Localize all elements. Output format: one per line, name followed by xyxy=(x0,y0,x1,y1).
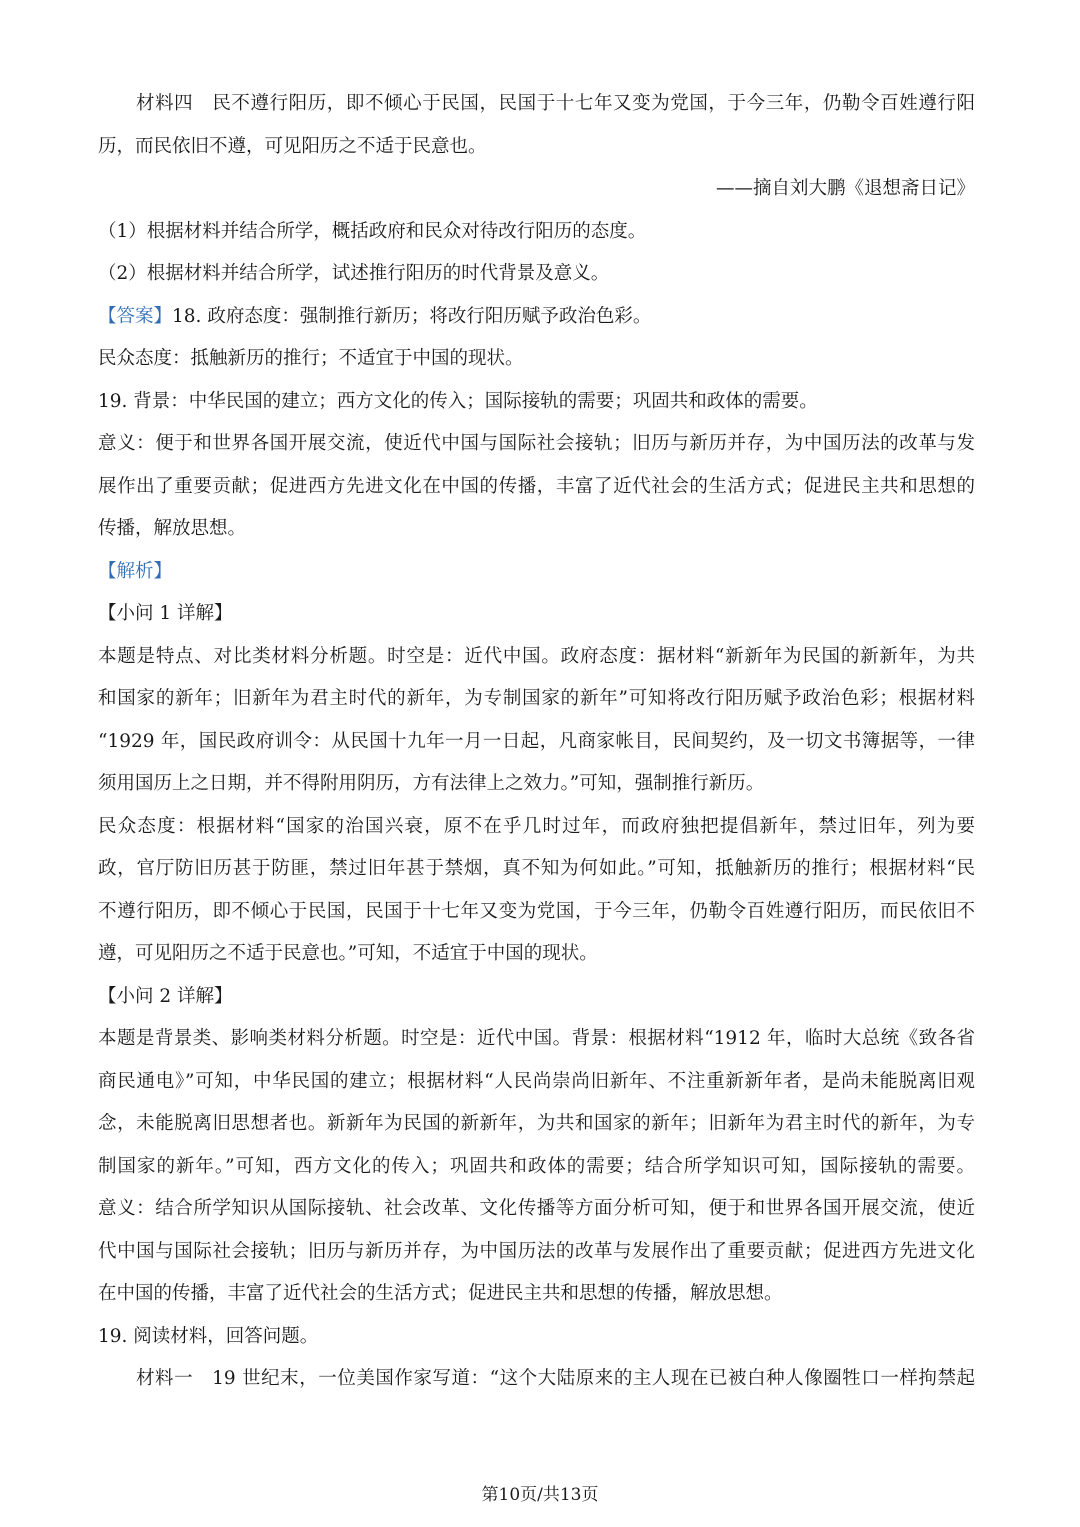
line-text: 意义：便于和世界各国开展交流，使近代中国与国际社会接轨；旧历与新历并存，为中国历法的改革与发 xyxy=(98,433,975,454)
text-line xyxy=(98,1358,975,1401)
line-text: 【小问 1 详解】 xyxy=(98,603,233,624)
text-line xyxy=(98,508,975,551)
page-number: 第10页/共13页 xyxy=(481,1485,599,1505)
text-line xyxy=(98,381,975,424)
section-label: 【解析】 xyxy=(98,560,173,582)
text-line xyxy=(98,976,975,1019)
line-text: （2）根据材料并结合所学，试述推行阳历的时代背景及意义。 xyxy=(98,263,610,284)
line-text: 民众态度：根据材料“国家的治国兴衰，原不在乎几时过年，而政府独把提倡新年，禁过旧年，列为要 xyxy=(98,815,975,837)
text-line xyxy=(98,891,975,934)
line-text: 19. 阅读材料，回答问题。 xyxy=(98,1325,319,1347)
line-text: 念，未能脱离旧思想者也。新新年为民国的新新年，为共和国家的新年；旧新年为君主时代的新年，为专 xyxy=(98,1113,975,1134)
line-text: 代中国与国际社会接轨；旧历与新历并存，为中国历法的改革与发展作出了重要贡献；促进西方先进文化 xyxy=(98,1240,975,1262)
line-text: （1）根据材料并结合所学，概括政府和民众对待改行阳历的态度。 xyxy=(98,220,647,242)
line-text: 本题是特点、对比类材料分析题。时空是：近代中国。政府态度：据材料“新新年为民国的新新年，为共 xyxy=(98,645,975,667)
line-text: 19. 背景：中华民国的建立；西方文化的传入；国际接轨的需要；巩固共和政体的需要。 xyxy=(98,390,818,412)
line-text: 不遵行阳历，即不倾心于民国，民国于十七年又变为党国，于今三年，仍勒令百姓遵行阳历，而民依旧不 xyxy=(98,900,975,922)
text-line xyxy=(98,168,975,211)
line-text: 制国家的新年。”可知，西方文化的传入；巩固共和政体的需要；结合所学知识可知，国际接轨的需要。 xyxy=(98,1155,975,1177)
line-text: 传播，解放思想。 xyxy=(98,518,247,539)
text-line xyxy=(98,338,975,381)
text-line xyxy=(98,848,975,891)
text-line xyxy=(98,296,975,339)
text-line xyxy=(98,1273,975,1316)
line-text: 意义：结合所学知识从国际接轨、社会改革、文化传播等方面分析可知，便于和世界各国开展交流，使近 xyxy=(98,1198,975,1219)
line-text: 政，官厅防旧历甚于防匪，禁过旧年甚于禁烟，真不知为何如此。”可知，抵触新历的推行；根据材料“民 xyxy=(98,858,975,879)
line-text: 商民通电》”可知，中华民国的建立；根据材料“人民尚崇尚旧新年、不注重新新年者，是尚未能脱离旧观 xyxy=(98,1070,975,1092)
text-line xyxy=(98,593,975,636)
text-line xyxy=(98,423,975,466)
line-text: 【小问 2 详解】 xyxy=(98,985,233,1007)
text-line xyxy=(98,636,975,679)
text-line xyxy=(98,1018,975,1061)
text-line xyxy=(98,83,975,126)
line-text: “1929 年，国民政府训令：从民国十九年一月一日起，凡商家帐目，民间契约，及一切文书簿据等，一律 xyxy=(98,730,975,752)
text-line xyxy=(98,466,975,509)
text-line xyxy=(98,253,975,296)
text-line xyxy=(98,1061,975,1104)
text-line xyxy=(98,721,975,764)
text-line xyxy=(98,126,975,169)
line-text: 展作出了重要贡献；促进西方先进文化在中国的传播，丰富了近代社会的生活方式；促进民主共和思想的 xyxy=(98,475,975,497)
document-body xyxy=(98,83,975,1401)
line-text: 本题是背景类、影响类材料分析题。时空是：近代中国。背景：根据材料“1912 年，临时大总统《致各省 xyxy=(98,1028,975,1049)
text-line xyxy=(98,1103,975,1146)
line-text: 民众态度：抵触新历的推行；不适宜于中国的现状。 xyxy=(98,348,524,369)
line-text: 材料四 民不遵行阳历，即不倾心于民国，民国于十七年又变为党国，于今三年，仍勒令百姓遵行阳 xyxy=(136,93,975,114)
text-line xyxy=(98,1146,975,1189)
line-text: 须用国历上之日期，并不得附用阴历，方有法律上之效力。”可知，强制推行新历。 xyxy=(98,773,765,794)
line-text: 遵，可见阳历之不适于民意也。”可知，不适宜于中国的现状。 xyxy=(98,943,598,964)
text-line xyxy=(98,1188,975,1231)
line-text: 材料一 19 世纪末，一位美国作家写道：“这个大陆原来的主人现在已被白种人像圈牲口一样拘禁起 xyxy=(136,1368,975,1389)
text-line xyxy=(98,933,975,976)
text-line xyxy=(98,806,975,849)
line-text: ——摘自刘大鹏《退想斋日记》 xyxy=(715,178,975,199)
section-label: 【答案】 xyxy=(98,305,173,327)
line-text: 和国家的新年；旧新年为君主时代的新年，为专制国家的新年”可知将改行阳历赋予政治色彩；根据材料 xyxy=(98,688,975,709)
text-line xyxy=(98,1231,975,1274)
text-line xyxy=(98,551,975,594)
text-line xyxy=(98,678,975,721)
line-text: 在中国的传播，丰富了近代社会的生活方式；促进民主共和思想的传播，解放思想。 xyxy=(98,1283,783,1304)
text-line xyxy=(98,1316,975,1359)
line-text: 历，而民依旧不遵，可见阳历之不适于民意也。 xyxy=(98,135,487,157)
line-text: 18. 政府态度：强制推行新历；将改行阳历赋予政治色彩。 xyxy=(172,305,652,327)
text-line xyxy=(98,763,975,806)
text-line xyxy=(98,211,975,254)
